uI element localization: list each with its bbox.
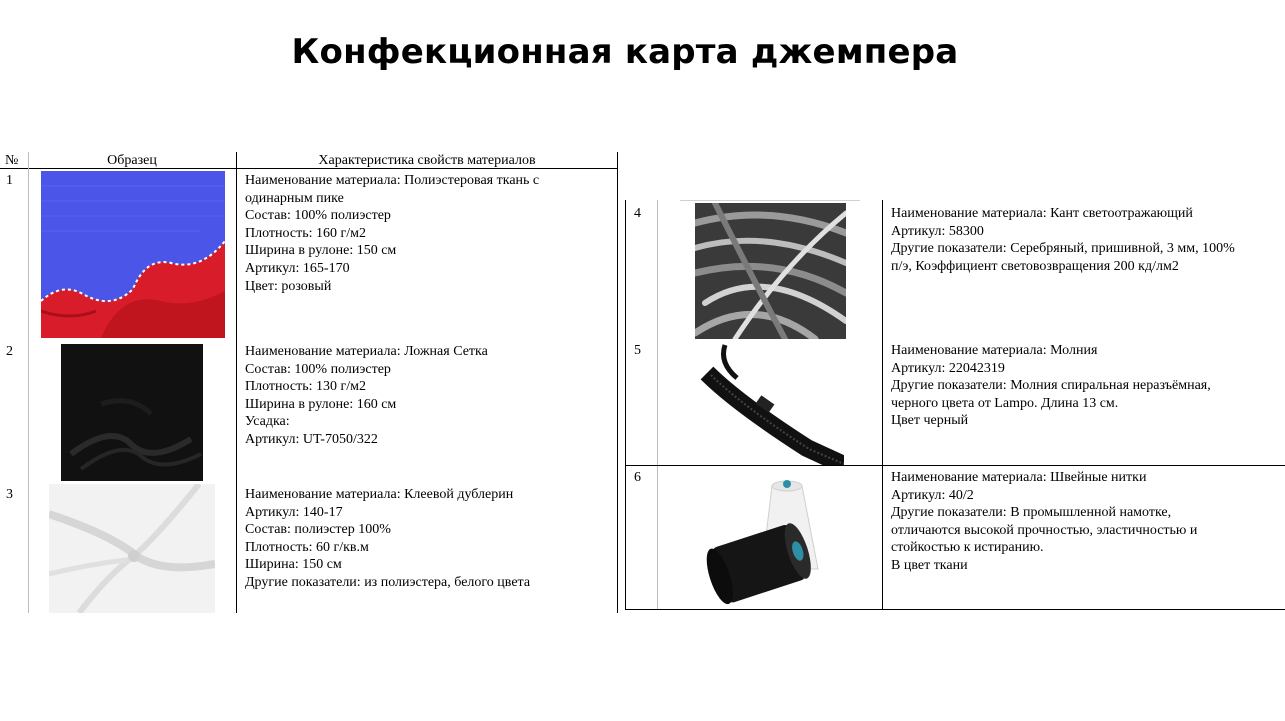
row-line: Состав: 100% полиэстер [245, 208, 391, 224]
row-number: 1 [6, 173, 13, 188]
right-table-left-border [625, 200, 626, 610]
header-properties: Характеристика свойств материалов [318, 153, 536, 168]
thread-spools-image [706, 474, 824, 606]
row-line: Другие показатели: Серебряный, пришивной, 3 мм, 100% [891, 241, 1235, 257]
page-title: Конфекционная карта джемпера [291, 32, 959, 72]
row-line: одинарным пике [245, 190, 344, 206]
left-col-divider-1 [28, 152, 29, 613]
row-number: 5 [634, 343, 641, 358]
row-line: Плотность: 130 г/м2 [245, 379, 366, 395]
row-line: Другие показатели: Молния спиральная неразъёмная, [891, 378, 1211, 394]
left-table-right-border [617, 152, 618, 613]
row-line: Наименование материала: Швейные нитки [891, 470, 1147, 485]
row-line: Ширина: 150 см [245, 557, 342, 573]
reflective-piping-image [695, 203, 846, 339]
row-line: Артикул: 40/2 [891, 487, 974, 503]
fabric-pique-image [41, 171, 225, 338]
right-col-divider-1 [657, 200, 658, 610]
row-line: Наименование материала: Молния [891, 343, 1098, 358]
row-number: 3 [6, 487, 13, 502]
header-num: № [5, 153, 19, 168]
image-top-edge [680, 200, 860, 201]
row-line: Наименование материала: Ложная Сетка [245, 344, 488, 359]
right-col-divider-2 [882, 200, 883, 610]
row-line: Артикул: 58300 [891, 223, 984, 239]
row-number: 6 [634, 470, 641, 485]
row-line: Артикул: UT-7050/322 [245, 432, 378, 447]
row-number: 2 [6, 344, 13, 359]
row-line: Ширина в рулоне: 160 см [245, 396, 397, 412]
row-line: Состав: полиэстер 100% [245, 522, 391, 538]
row-line: стойкостью к истиранию. [891, 540, 1044, 556]
row-line: отличаются высокой прочностью, эластичностью и [891, 522, 1198, 538]
header-sample: Образец [107, 153, 157, 168]
row-line: черного цвета от Lampo. Длина 13 см. [891, 395, 1119, 411]
row-line: Наименование материала: Кант светоотражающий [891, 206, 1193, 221]
row-line: Наименование материала: Полиэстеровая ткань с [245, 173, 540, 188]
row-line: Цвет: розовый [245, 278, 332, 294]
left-col-divider-2 [236, 152, 237, 613]
row-line: Плотность: 160 г/м2 [245, 225, 366, 241]
right-table-bottom-border [625, 609, 1285, 610]
row-line: Другие показатели: В промышленной намотке, [891, 505, 1172, 521]
row-line: Другие показатели: из полиэстера, белого цвета [245, 575, 531, 590]
row-line: Артикул: 140-17 [245, 504, 343, 520]
row-line: Плотность: 60 г/кв.м [245, 539, 369, 555]
row-number: 4 [634, 206, 641, 221]
interlining-image [49, 484, 215, 613]
row-line: Состав: 100% полиэстер [245, 361, 391, 377]
row-line: Артикул: 165-170 [245, 261, 350, 276]
row-line: Усадка: [245, 414, 290, 430]
row-line: Наименование материала: Клеевой дублерин [245, 487, 514, 502]
zipper-image [697, 343, 844, 465]
right-row-rule [625, 465, 1285, 466]
row-line: В цвет ткани [891, 558, 968, 573]
row-line: Артикул: 22042319 [891, 360, 1005, 376]
row-line: Ширина в рулоне: 150 см [245, 243, 397, 259]
row-line: п/э, Коэффициент световозвращения 200 кд/лм2 [891, 258, 1179, 274]
row-line: Цвет черный [891, 413, 969, 429]
black-mesh-image [61, 344, 203, 481]
